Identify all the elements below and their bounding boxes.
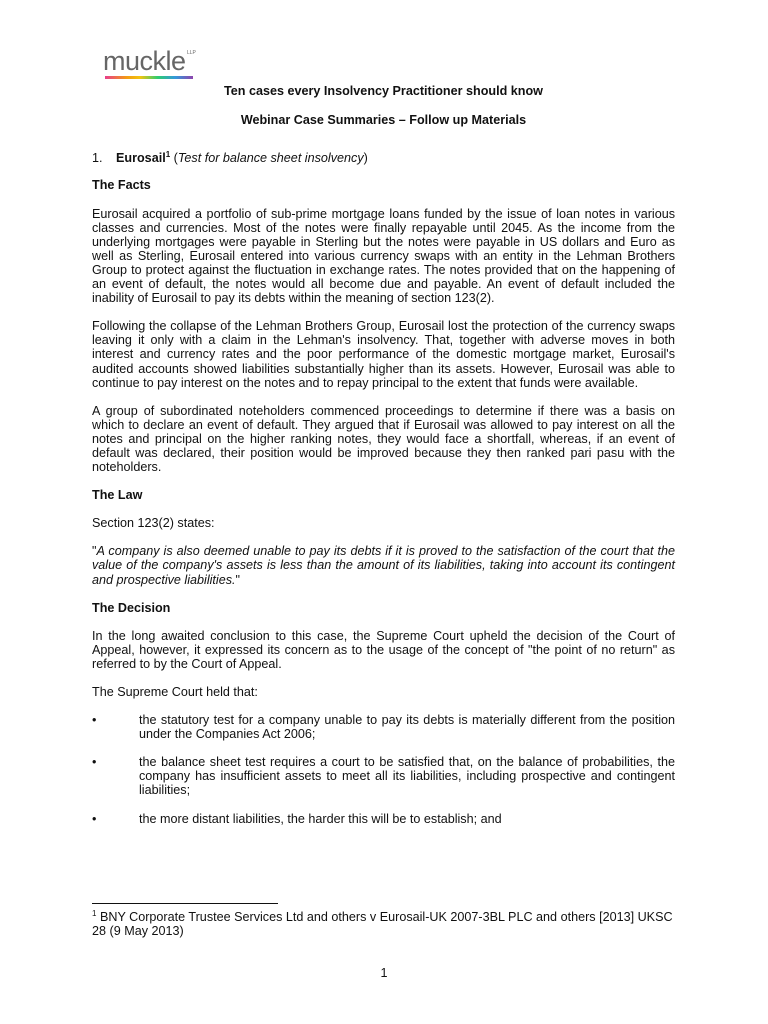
case-number: 1. bbox=[92, 151, 103, 166]
page-number: 1 bbox=[380, 966, 388, 980]
case-name: Eurosail bbox=[116, 151, 166, 166]
law-quote bbox=[92, 544, 675, 586]
document-body bbox=[92, 84, 675, 826]
logo-colour-bar bbox=[105, 76, 193, 79]
case-heading bbox=[92, 148, 675, 166]
case-test: Test for balance sheet insolvency bbox=[177, 151, 364, 166]
bullet-icon: • bbox=[92, 811, 97, 826]
decision-bullets bbox=[92, 713, 675, 826]
bullet-icon: • bbox=[92, 755, 97, 770]
decision-paragraph-1: In the long awaited conclusion to this case, the Supreme Court upheld the decision of the Court of Appeal, however, it expressed its concern as to the usage of the concept of "the point of no return" as referred to by the Court of Appeal. bbox=[92, 628, 675, 671]
decision-paragraph-2: The Supreme Court held that: bbox=[92, 685, 258, 699]
footnote-ref: 1 bbox=[165, 150, 171, 160]
list-item: • the more distant liabilities, the harder this will be to establish; and bbox=[92, 811, 502, 826]
quote-open: " bbox=[92, 544, 97, 559]
footnote-text: BNY Corporate Trustee Services Ltd and others v Eurosail-UK 2007-3BL PLC and others [2013] UKSC 28 (9 May 2013) bbox=[92, 910, 673, 939]
law-intro: Section 123(2) states: bbox=[92, 516, 215, 531]
document-subtitle: Webinar Case Summaries – Follow up Materials bbox=[240, 113, 527, 128]
list-item: • the statutory test for a company unable to pay its debts is materially different from the position under the Companies Act 2006; bbox=[92, 713, 675, 742]
document-title: Ten cases every Insolvency Practitioner should know bbox=[224, 84, 543, 98]
quote-text: A company is also deemed unable to pay its debts if it is proved to the satisfaction of the court that the value of the company's assets is less than the amount of its liabilities, taking into account its contingent and prospective liabilities. bbox=[92, 544, 675, 587]
facts-paragraph-3: A group of subordinated noteholders commenced proceedings to determine if there was a basis on which to declare an event of default. They argued that if Eurosail was allowed to pay interest on all the notes and principal on the higher ranking notes, they would face a shortfall, whereas, if an event of default was declared, their position would be improved because they then ranked pari pasu with the noteholders. bbox=[92, 403, 675, 475]
footnote-number: 1 bbox=[92, 909, 97, 918]
logo-llp: LLP bbox=[187, 50, 196, 56]
law-heading: The Law bbox=[92, 488, 143, 503]
muckle-logo bbox=[103, 48, 203, 82]
list-item: • the balance sheet test requires a court to be satisfied that, on the balance of probabilities, the company has insufficient assets to meet all its liabilities, including prospective and contingent liabilities; bbox=[92, 755, 675, 798]
decision-heading: The Decision bbox=[92, 600, 171, 615]
quote-close: " bbox=[235, 572, 240, 587]
footnote-divider bbox=[92, 903, 278, 904]
facts-heading: The Facts bbox=[92, 178, 151, 193]
footnote bbox=[92, 907, 675, 938]
bullet-icon: • bbox=[92, 713, 97, 728]
facts-paragraph-1: Eurosail acquired a portfolio of sub-prime mortgage loans funded by the issue of loan notes in various classes and currencies. Most of the notes were finally repayable until 2045. As the income from the underlying mortgages were payable in Sterling but the notes were payable in US dollars and Euro as well as Sterling, Eurosail entered into various currency swaps with an entity in the Lehman Brothers Group to protect against the fluctuation in exchange rates. The notes provided that on the happening of an event of default, the notes would all become due and payable. An event of default included the inability of Eurosail to pay its debts within the meaning of section 123(2). bbox=[92, 206, 675, 306]
facts-paragraph-2: Following the collapse of the Lehman Brothers Group, Eurosail lost the protection of the currency swaps leaving it only with a claim in the Lehman's insolvency. That, together with adverse moves in both interest and currency rates and the poor performance of the domestic mortgage market, Eurosail's audited accounts showed liabilities substantially higher than its assets. However, Eurosail was able to continue to pay interest on the notes and to repay principal to the extent that funds were available. bbox=[92, 319, 675, 390]
case-test-open: ( bbox=[173, 151, 178, 166]
logo-wordmark: muckle bbox=[103, 46, 186, 76]
case-test-close: ) bbox=[363, 151, 368, 166]
